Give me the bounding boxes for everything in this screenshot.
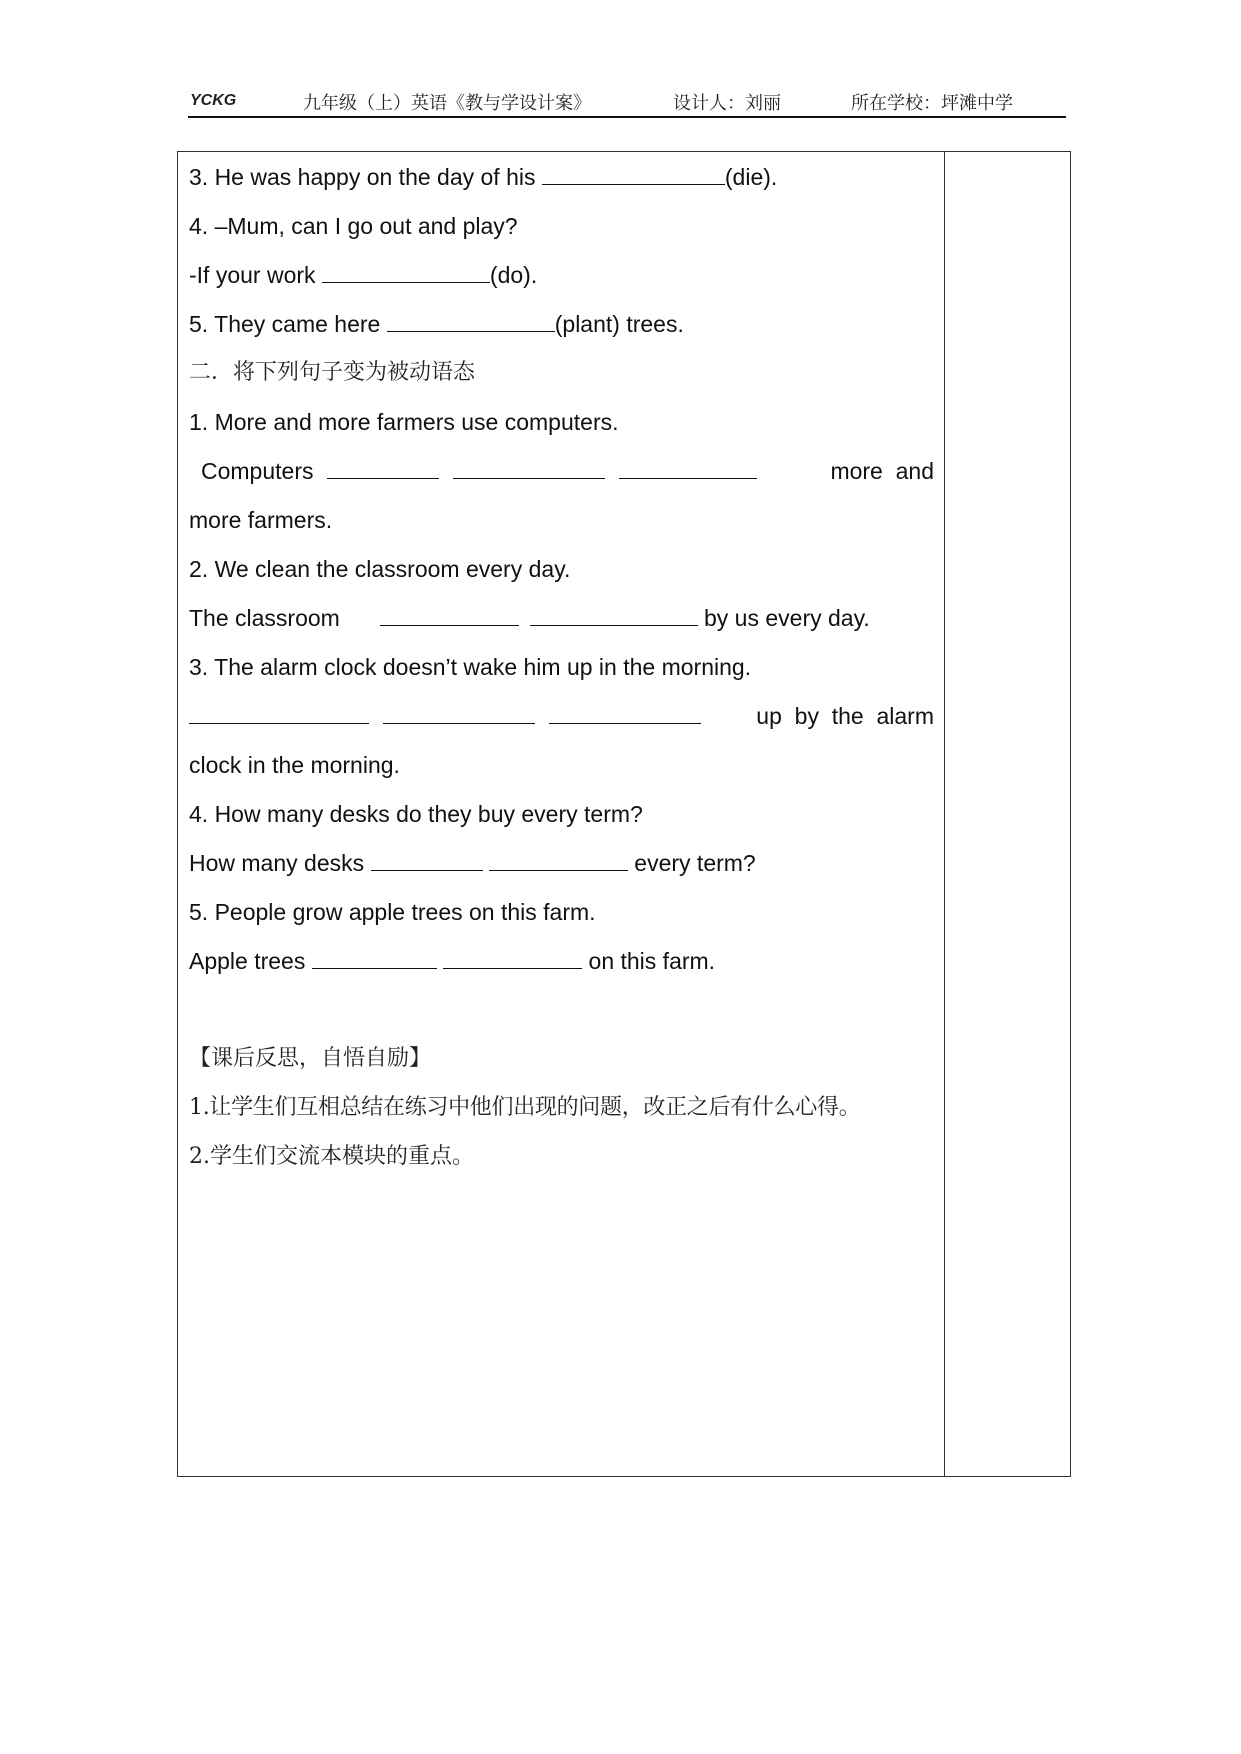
ex1-q3-text: 3. He was happy on the day of his: [189, 164, 542, 190]
header-school: 所在学校：坪滩中学: [851, 93, 1013, 114]
ex2-heading: 二．将下列句子变为被动语态: [189, 360, 476, 385]
ex2-s1-pre: Computers: [201, 458, 314, 484]
ex2-s4-blank-1[interactable]: [371, 848, 483, 871]
ex2-s2-pre: The classroom: [189, 605, 340, 631]
ex2-s3-answer: [189, 701, 934, 731]
ex2-s4: 4. How many desks do they buy every term?: [189, 801, 643, 827]
ex2-s3-cont: clock in the morning.: [189, 752, 400, 778]
ex1-q5: [189, 309, 684, 339]
ex1-q5-hint: (plant) trees.: [554, 311, 684, 337]
ex2-s1-blank-1[interactable]: [327, 456, 439, 479]
header-logo: YCKG: [190, 92, 237, 109]
page-header: [188, 86, 1066, 118]
ex1-q4: [189, 260, 537, 290]
lesson-table: [177, 151, 1071, 1477]
ex2-s5-post: on this farm.: [588, 948, 716, 974]
ex2-s5-blank-2[interactable]: [443, 946, 582, 969]
ex1-q5-text: 5. They came here: [189, 311, 387, 337]
ex1-q5-blank[interactable]: [387, 309, 555, 332]
ex2-s2-blank-2[interactable]: [530, 603, 698, 626]
reflection-item-2: 2.学生们交流本模块的重点。: [189, 1144, 474, 1169]
ex2-s4-pre: How many desks: [189, 850, 365, 876]
ex2-s3: 3. The alarm clock doesn’t wake him up in the morning.: [189, 654, 752, 680]
ex2-s1-blank-2[interactable]: [453, 456, 605, 479]
header-designer: 设计人：刘丽: [673, 93, 781, 114]
ex1-q4-text: -If your work: [189, 262, 322, 288]
ex2-s1-cont: more farmers.: [189, 507, 333, 533]
reflection-item-1: 1.让学生们互相总结在练习中他们出现的问题，改正之后有什么心得。: [189, 1095, 861, 1120]
ex2-s2-answer: [189, 603, 870, 633]
column-divider: [944, 152, 945, 1476]
ex2-s1-answer: [189, 456, 934, 486]
ex2-s3-blank-3[interactable]: [549, 701, 701, 724]
ex2-s4-post: every term?: [634, 850, 756, 876]
ex2-s1: 1. More and more farmers use computers.: [189, 409, 619, 435]
ex2-s4-blank-2[interactable]: [489, 848, 628, 871]
ex1-q3-hint: (die).: [724, 164, 778, 190]
ex2-s3-post: up by the alarm: [756, 703, 934, 729]
header-title: 九年级（上）英语《教与学设计案》: [303, 93, 591, 114]
ex2-s5-answer: [189, 946, 715, 976]
ex2-s1-post: more and: [830, 458, 934, 484]
ex2-s4-answer: [189, 848, 756, 878]
ex1-q3: [189, 162, 777, 192]
ex2-s2-post: by us every day.: [704, 605, 870, 631]
ex2-s5: 5. People grow apple trees on this farm.: [189, 899, 596, 925]
ex2-s1-blank-3[interactable]: [619, 456, 757, 479]
ex2-s3-blank-1[interactable]: [189, 701, 369, 724]
reflection-heading: 【课后反思，自悟自励】: [189, 1046, 432, 1071]
ex2-s2-blank-1[interactable]: [380, 603, 519, 626]
ex2-s2: 2. We clean the classroom every day.: [189, 556, 571, 582]
ex1-q4-question: 4. –Mum, can I go out and play?: [189, 213, 518, 239]
ex2-s5-blank-1[interactable]: [312, 946, 437, 969]
ex1-q4-hint: (do).: [489, 262, 538, 288]
ex2-s3-blank-2[interactable]: [383, 701, 535, 724]
ex1-q4-blank[interactable]: [322, 260, 490, 283]
ex1-q3-blank[interactable]: [542, 162, 725, 185]
ex2-s5-pre: Apple trees: [189, 948, 306, 974]
